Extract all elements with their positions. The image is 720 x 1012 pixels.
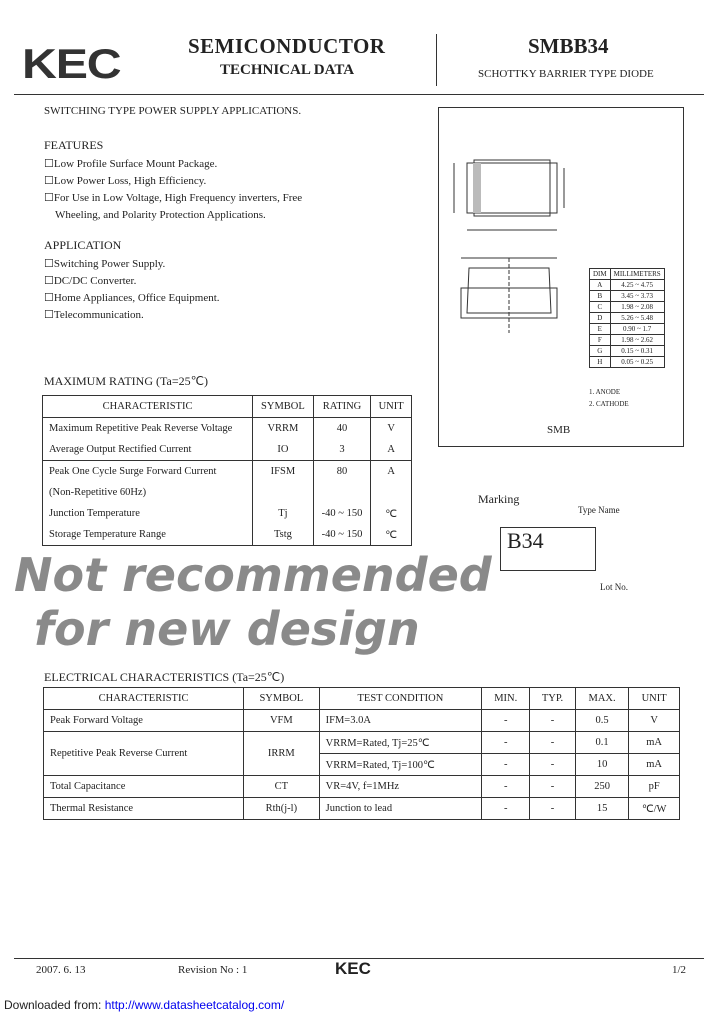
- part-number: SMBB34: [528, 34, 609, 58]
- application-item: ☐Telecommunication.: [44, 309, 144, 321]
- table-cell: ℃/W: [629, 798, 680, 820]
- table-cell: 0.15 ~ 0.31: [610, 346, 664, 357]
- table-header: [590, 269, 665, 280]
- footer-revision: Revision No : 1: [178, 964, 248, 976]
- feature-item: ☐For Use in Low Voltage, High Frequency inverters, Free: [44, 192, 303, 204]
- table-row: [43, 461, 412, 483]
- table-cell: IRRM: [244, 732, 320, 776]
- table-row: [43, 439, 412, 461]
- dimension-table: [589, 268, 665, 368]
- application-item: ☐Home Appliances, Office Equipment.: [44, 292, 220, 304]
- table-cell: 5.26 ~ 5.48: [610, 313, 664, 324]
- pin-label: 1. ANODE: [589, 388, 621, 396]
- table-row: [590, 302, 665, 313]
- elec-title: ELECTRICAL CHARACTERISTICS (Ta=25℃): [44, 670, 285, 684]
- table-row: [44, 776, 680, 798]
- table-cell: V: [629, 710, 680, 732]
- table-cell: (Non-Repetitive 60Hz): [43, 482, 253, 503]
- table-cell: 10: [575, 754, 628, 776]
- table-cell: 0.1: [575, 732, 628, 754]
- table-cell: Maximum Repetitive Peak Reverse Voltage: [43, 418, 253, 440]
- table-cell: VRRM=Rated, Tj=25℃: [319, 732, 482, 754]
- table-cell: mA: [629, 754, 680, 776]
- download-link[interactable]: http://www.datasheetcatalog.com/: [104, 998, 285, 1012]
- table-cell: Peak One Cycle Surge Forward Current: [43, 461, 253, 483]
- table-cell: UNIT: [371, 396, 412, 418]
- table-cell: G: [590, 346, 611, 357]
- table-cell: -: [530, 732, 576, 754]
- table-row: [590, 335, 665, 346]
- table-cell: Total Capacitance: [44, 776, 244, 798]
- table-cell: CT: [244, 776, 320, 798]
- table-cell: Rth(j-l): [244, 798, 320, 820]
- table-cell: 15: [575, 798, 628, 820]
- table-cell: pF: [629, 776, 680, 798]
- table-cell: 3: [313, 439, 370, 461]
- table-cell: Junction Temperature: [43, 503, 253, 524]
- feature-item: Wheeling, and Polarity Protection Applications.: [55, 209, 266, 221]
- table-cell: IO: [253, 439, 314, 461]
- table-cell: 1.98 ~ 2.08: [610, 302, 664, 313]
- table-cell: -: [482, 732, 530, 754]
- watermark-line: Not recommended: [14, 548, 492, 602]
- pin-label: 2. CATHODE: [589, 400, 629, 408]
- table-cell: ℃: [371, 524, 412, 546]
- table-cell: 1.98 ~ 2.62: [610, 335, 664, 346]
- table-cell: RATING: [313, 396, 370, 418]
- table-cell: mA: [629, 732, 680, 754]
- table-cell: 40: [313, 418, 370, 440]
- application-item: ☐Switching Power Supply.: [44, 258, 166, 270]
- table-cell: F: [590, 335, 611, 346]
- table-cell: Repetitive Peak Reverse Current: [44, 732, 244, 776]
- table-cell: VR=4V, f=1MHz: [319, 776, 482, 798]
- table-row: [44, 732, 680, 754]
- package-drawing: [438, 107, 684, 447]
- table-cell: Junction to lead: [319, 798, 482, 820]
- table-cell: A: [371, 439, 412, 461]
- table-cell: MILLIMETERS: [610, 269, 664, 280]
- download-label: Downloaded from:: [4, 998, 105, 1012]
- table-cell: -: [530, 776, 576, 798]
- table-cell: DIM: [590, 269, 611, 280]
- table-cell: [253, 482, 314, 503]
- table-cell: CHARACTERISTIC: [43, 396, 253, 418]
- table-cell: VFM: [244, 710, 320, 732]
- table-cell: 250: [575, 776, 628, 798]
- application-item: ☐DC/DC Converter.: [44, 275, 137, 287]
- table-row: [43, 482, 412, 503]
- part-type: SCHOTTKY BARRIER TYPE DIODE: [478, 68, 654, 80]
- table-cell: Average Output Rectified Current: [43, 439, 253, 461]
- feature-item: ☐Low Power Loss, High Efficiency.: [44, 175, 207, 187]
- table-row: [590, 357, 665, 368]
- kec-logo: KEC: [22, 40, 121, 87]
- table-cell: D: [590, 313, 611, 324]
- table-cell: SYMBOL: [244, 688, 320, 710]
- table-cell: TEST CONDITION: [319, 688, 482, 710]
- table-cell: Tj: [253, 503, 314, 524]
- table-cell: 0.5: [575, 710, 628, 732]
- table-cell: 80: [313, 461, 370, 483]
- pin-list: [589, 386, 629, 410]
- table-cell: 4.25 ~ 4.75: [610, 280, 664, 291]
- marking-box: B34: [500, 527, 596, 571]
- header-subtitle: TECHNICAL DATA: [220, 62, 355, 78]
- table-cell: H: [590, 357, 611, 368]
- table-cell: E: [590, 324, 611, 335]
- table-cell: -40 ~ 150: [313, 524, 370, 546]
- watermark-line: for new design: [34, 602, 420, 656]
- table-cell: MAX.: [575, 688, 628, 710]
- table-cell: -40 ~ 150: [313, 503, 370, 524]
- table-row: [590, 280, 665, 291]
- footer-page: 1/2: [672, 964, 687, 976]
- table-row: [43, 503, 412, 524]
- features-title: FEATURES: [44, 138, 104, 152]
- table-cell: V: [371, 418, 412, 440]
- application-title: APPLICATION: [44, 238, 122, 252]
- type-name-label: Type Name: [578, 505, 620, 515]
- electrical-table: [43, 687, 680, 820]
- divider: [436, 34, 437, 86]
- table-cell: B: [590, 291, 611, 302]
- table-cell: -: [530, 798, 576, 820]
- table-cell: ℃: [371, 503, 412, 524]
- table-cell: A: [590, 280, 611, 291]
- table-row: [44, 710, 680, 732]
- watermark: [14, 548, 492, 656]
- table-cell: Tstg: [253, 524, 314, 546]
- max-rating-title: MAXIMUM RATING (Ta=25℃): [44, 374, 209, 388]
- table-row: [44, 798, 680, 820]
- table-cell: IFSM: [253, 461, 314, 483]
- table-row: [590, 346, 665, 357]
- table-cell: -: [482, 798, 530, 820]
- marking-title: Marking: [478, 492, 520, 506]
- table-cell: IFM=3.0A: [319, 710, 482, 732]
- table-cell: [313, 482, 370, 503]
- max-rating-table: [42, 395, 412, 546]
- download-line: [4, 998, 284, 1012]
- table-row: [590, 291, 665, 302]
- table-row: [43, 418, 412, 440]
- table-cell: -: [482, 754, 530, 776]
- table-cell: 0.90 ~ 1.7: [610, 324, 664, 335]
- package-name: SMB: [547, 424, 571, 436]
- footer-logo: KEC: [335, 959, 371, 978]
- application-list: [44, 256, 220, 324]
- table-cell: C: [590, 302, 611, 313]
- table-cell: CHARACTERISTIC: [44, 688, 244, 710]
- table-cell: SYMBOL: [253, 396, 314, 418]
- table-cell: [371, 482, 412, 503]
- table-cell: Thermal Resistance: [44, 798, 244, 820]
- table-header: [43, 396, 412, 418]
- table-cell: -: [482, 776, 530, 798]
- table-row: [590, 313, 665, 324]
- feature-item: ☐Low Profile Surface Mount Package.: [44, 158, 218, 170]
- table-row: [43, 524, 412, 546]
- table-cell: VRRM=Rated, Tj=100℃: [319, 754, 482, 776]
- application-line: SWITCHING TYPE POWER SUPPLY APPLICATIONS.: [44, 105, 302, 117]
- table-cell: A: [371, 461, 412, 483]
- lot-no-label: Lot No.: [600, 582, 628, 592]
- divider: [14, 94, 704, 95]
- table-cell: VRRM: [253, 418, 314, 440]
- features-list: [44, 156, 302, 224]
- table-cell: Storage Temperature Range: [43, 524, 253, 546]
- footer-date: 2007. 6. 13: [36, 964, 86, 976]
- table-cell: 3.45 ~ 3.73: [610, 291, 664, 302]
- table-cell: Peak Forward Voltage: [44, 710, 244, 732]
- table-cell: -: [482, 710, 530, 732]
- table-cell: -: [530, 754, 576, 776]
- table-row: [590, 324, 665, 335]
- table-cell: MIN.: [482, 688, 530, 710]
- table-cell: -: [530, 710, 576, 732]
- table-cell: 0.05 ~ 0.25: [610, 357, 664, 368]
- table-cell: UNIT: [629, 688, 680, 710]
- header-title: SEMICONDUCTOR: [188, 34, 386, 58]
- table-header: [44, 688, 680, 710]
- table-cell: TYP.: [530, 688, 576, 710]
